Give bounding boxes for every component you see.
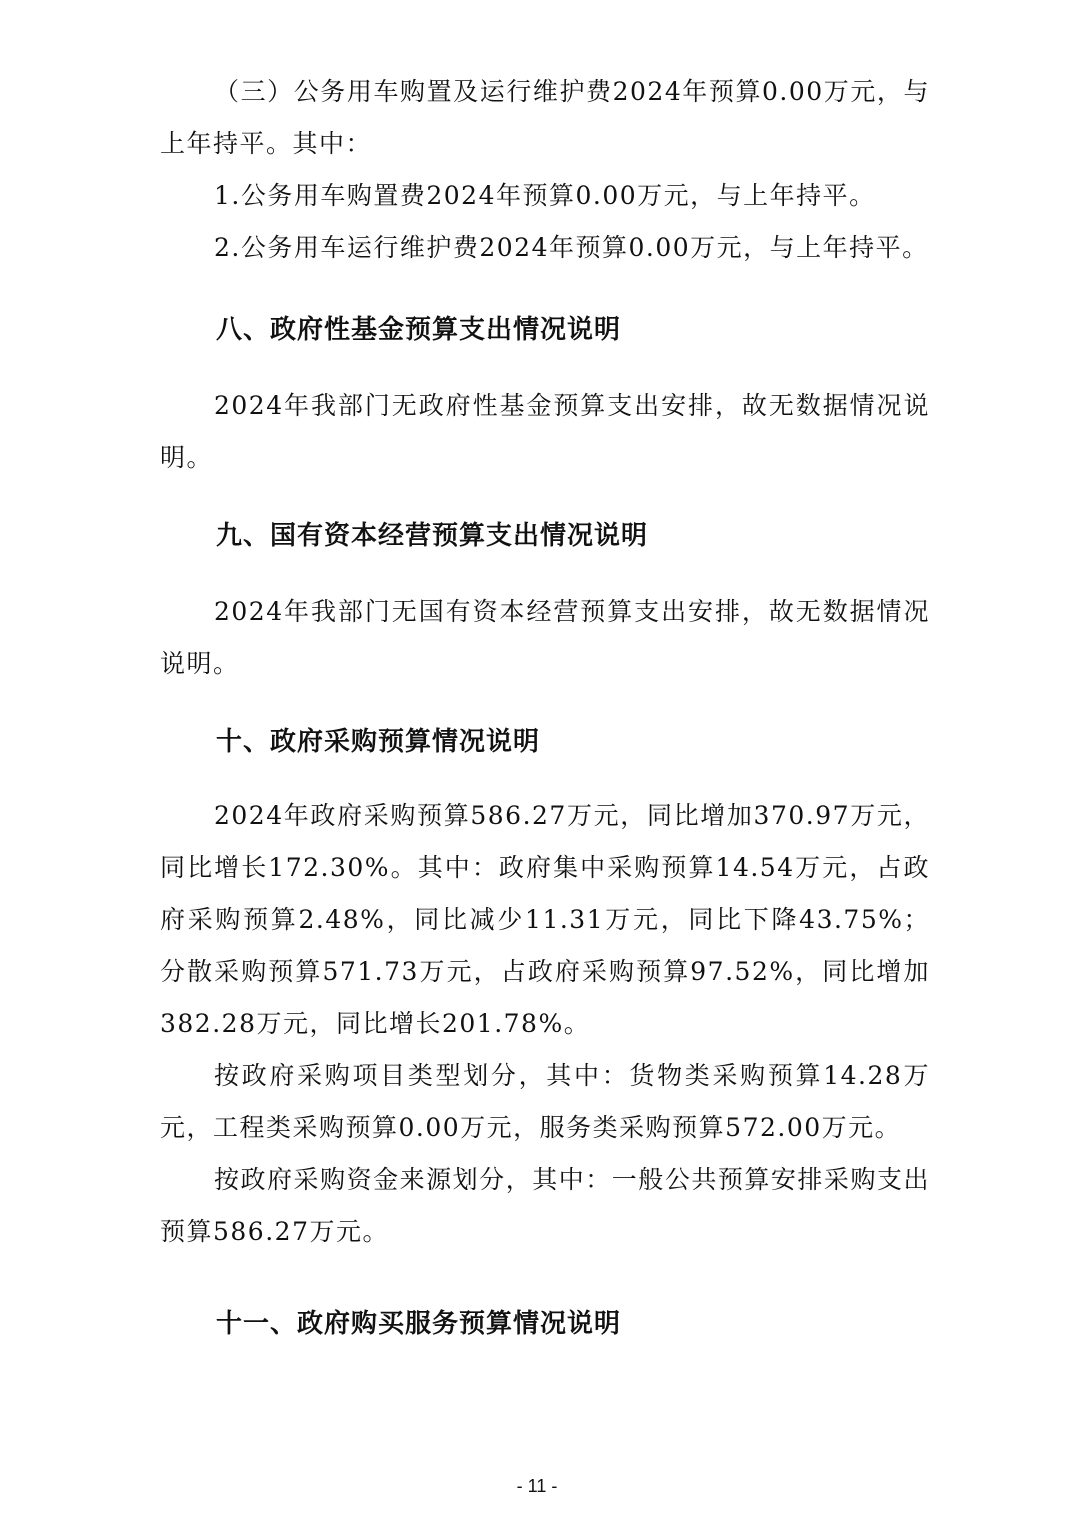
paragraph-vehicle-costs: （三）公务用车购置及运行维护费2024年预算0.00万元，与上年持平。其中： <box>160 77 930 158</box>
paragraph-procurement-overview: 2024年政府采购预算586.27万元，同比增加370.97万元，同比增长172.30%。其中：政府集中采购预算14.54万元，占政府采购预算2.48%，同比减少11.31万元，同比下降43.75%；分散采购预算571.73万元，占政府采购预算97.52%，同比增加382.28万元，同比增长201.78%。 <box>160 801 930 1038</box>
paragraph-government-fund: 2024年我部门无政府性基金预算支出安排，故无数据情况说明。 <box>160 391 930 472</box>
section-10-body <box>160 790 930 1258</box>
section-10 <box>160 716 930 768</box>
paragraph-procurement-by-source: 按政府采购资金来源划分，其中：一般公共预算安排采购支出预算586.27万元。 <box>160 1165 930 1246</box>
paragraph-vehicle-maintenance: 2.公务用车运行维护费2024年预算0.00万元，与上年持平。 <box>214 233 929 262</box>
page-number: - 11 - <box>516 1476 558 1496</box>
heading-state-capital: 九、国有资本经营预算支出情况说明 <box>216 521 649 551</box>
paragraph-state-capital: 2024年我部门无国有资本经营预算支出安排，故无数据情况说明。 <box>160 597 930 678</box>
heading-government-fund: 八、政府性基金预算支出情况说明 <box>216 315 622 345</box>
heading-purchased-services: 十一、政府购买服务预算情况说明 <box>216 1309 622 1339</box>
paragraph-vehicle-purchase: 1.公务用车购置费2024年预算0.00万元，与上年持平。 <box>214 181 876 210</box>
section-8-body <box>160 380 930 484</box>
section-8 <box>160 304 930 356</box>
section-11 <box>160 1298 930 1350</box>
section-vehicle-costs <box>160 66 930 274</box>
heading-government-procurement: 十、政府采购预算情况说明 <box>216 727 541 757</box>
section-9-body <box>160 586 930 690</box>
section-9 <box>160 510 930 562</box>
paragraph-procurement-by-type: 按政府采购项目类型划分，其中：货物类采购预算14.28万元，工程类采购预算0.00万元，服务类采购预算572.00万元。 <box>160 1061 930 1142</box>
